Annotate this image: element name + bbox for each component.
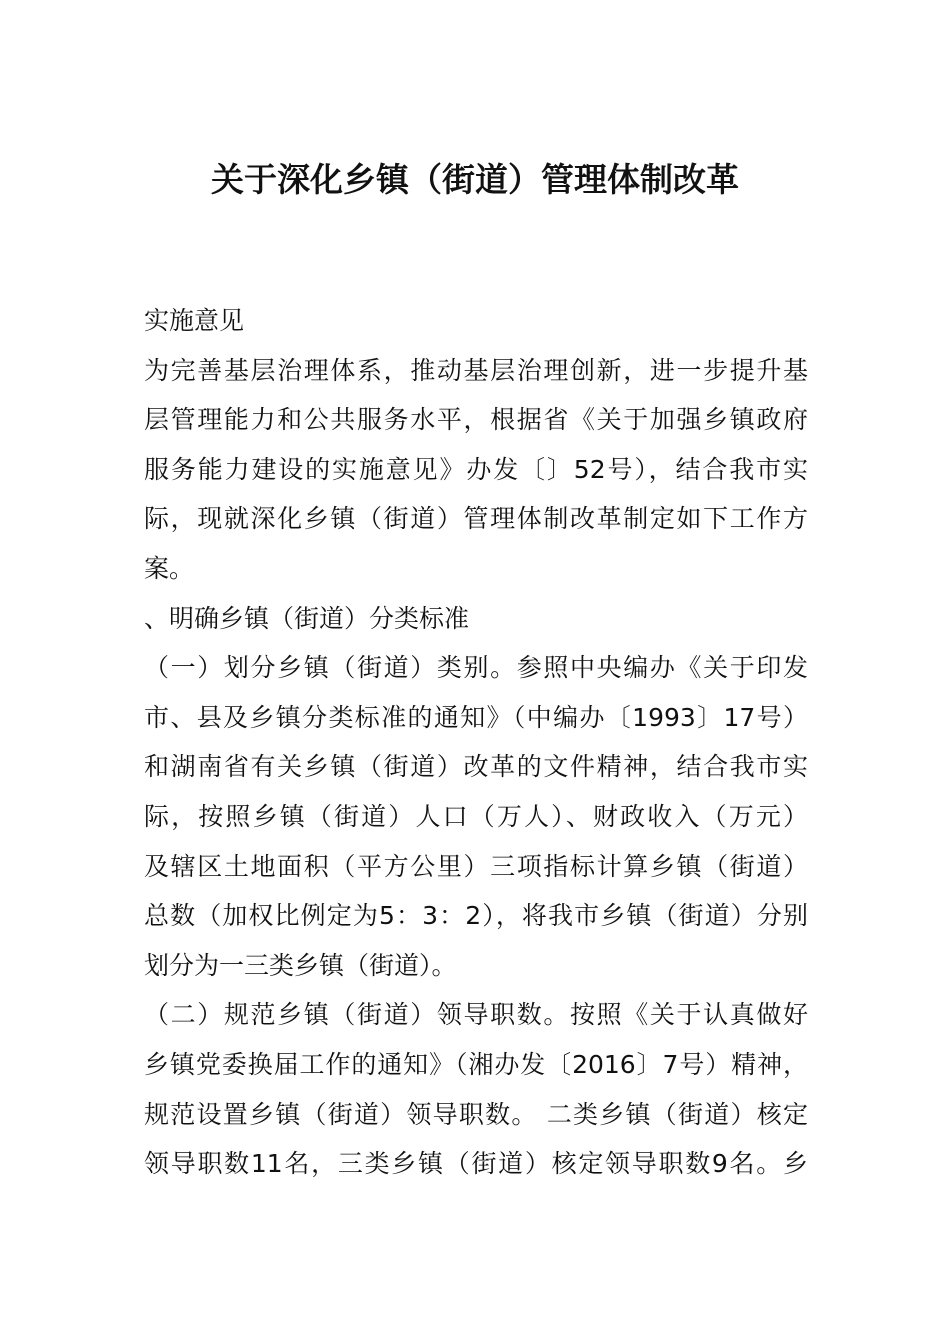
- paragraph-line: 服务能力建设的实施意见》办发〔〕52号），结合我市实: [144, 454, 808, 484]
- paragraph-line: （一）划分乡镇（街道）类别。参照中央编办《关于印发: [144, 653, 808, 683]
- paragraph-line: 领导职数11名，三类乡镇（街道）核定领导职数9名。乡: [144, 1149, 808, 1179]
- paragraph-line: 及辖区土地面积（平方公里）三项指标计算乡镇（街道）: [144, 851, 808, 881]
- paragraph-line: 划分为一三类乡镇（街道）。: [144, 950, 457, 980]
- paragraph-line: 总数（加权比例定为5：3：2），将我市乡镇（街道）分别: [144, 901, 808, 931]
- paragraph-line: 乡镇党委换届工作的通知》（湘办发〔2016〕7号）精神，: [144, 1049, 808, 1079]
- paragraph-line: 市、县及乡镇分类标准的通知》（中编办〔1993〕17号）: [144, 702, 808, 732]
- paragraph-line: 际，按照乡镇（街道）人口（万人）、财政收入（万元）: [144, 801, 808, 831]
- paragraph-line: 规范设置乡镇（街道）领导职数。 二类乡镇（街道）核定: [144, 1099, 808, 1129]
- paragraph-line: 案。: [144, 553, 195, 583]
- paragraph-line: 层管理能力和公共服务水平，根据省《关于加强乡镇政府: [144, 405, 808, 435]
- document-title: 关于深化乡镇（街道）管理体制改革: [211, 160, 739, 199]
- paragraph-line: 为完善基层治理体系，推动基层治理创新，进一步提升基: [144, 355, 808, 385]
- section-heading: 、明确乡镇（街道）分类标准: [144, 603, 470, 633]
- paragraph-line: （二）规范乡镇（街道）领导职数。按照《关于认真做好: [144, 1000, 808, 1030]
- paragraph-line: 和湖南省有关乡镇（街道）改革的文件精神，结合我市实: [144, 752, 808, 782]
- paragraph-line: 际，现就深化乡镇（街道）管理体制改革制定如下工作方: [144, 504, 808, 534]
- section-heading-implementation-opinion: 实施意见: [144, 306, 245, 335]
- document-body: [144, 296, 808, 1189]
